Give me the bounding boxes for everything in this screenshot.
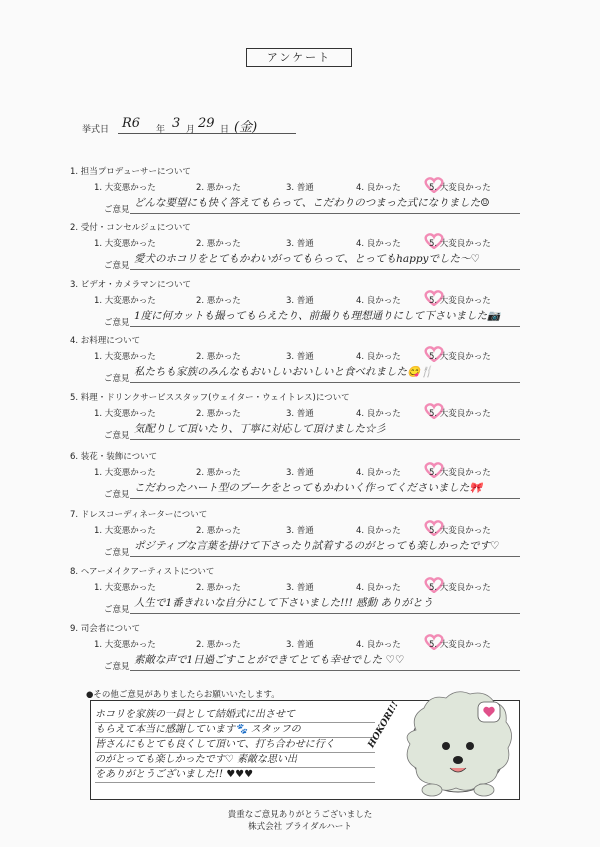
- comment-field[interactable]: [104, 480, 524, 498]
- rating-option-label: 3. 普通: [286, 183, 314, 193]
- comment-label: ご意見: [104, 605, 130, 615]
- comment-field[interactable]: [104, 364, 524, 382]
- other-comment-rule: [95, 782, 375, 783]
- rating-option-4[interactable]: [356, 524, 401, 536]
- rating-option-label: 4. 良かった: [356, 352, 401, 362]
- rating-option-label: 4. 良かった: [356, 296, 401, 306]
- rating-option-1[interactable]: [94, 294, 156, 306]
- rating-option-4[interactable]: [356, 294, 401, 306]
- rating-option-label: 2. 悪かった: [196, 468, 241, 478]
- rating-option-label: 1. 大変悪かった: [94, 640, 156, 650]
- date-month-label: 月: [186, 125, 196, 135]
- rating-option-5[interactable]: [429, 181, 491, 193]
- survey-section-4: [70, 334, 520, 394]
- rating-option-1[interactable]: [94, 581, 156, 593]
- survey-section-8: [70, 565, 520, 625]
- rating-options: [94, 181, 514, 195]
- rating-option-1[interactable]: [94, 638, 156, 650]
- date-day-value: 29: [198, 116, 215, 131]
- other-comment-line: 皆さんにもとても良くして頂いて、打ち合わせに行く: [95, 739, 335, 750]
- comment-underline: [130, 326, 520, 327]
- rating-option-label: 3. 普通: [286, 468, 314, 478]
- rating-option-3[interactable]: [286, 237, 314, 249]
- section-title: 3. ビデオ・カメラマンについて: [70, 280, 191, 290]
- rating-option-4[interactable]: [356, 237, 401, 249]
- rating-option-label: 1. 大変悪かった: [94, 409, 156, 419]
- other-comment-line: のがとっても楽しかったです♡ 素敵な思い出: [95, 754, 297, 765]
- comment-underline: [130, 556, 520, 557]
- rating-option-label: 4. 良かった: [356, 583, 401, 593]
- rating-option-5[interactable]: [429, 524, 491, 536]
- rating-option-label: 2. 悪かった: [196, 183, 241, 193]
- rating-options: [94, 524, 514, 538]
- rating-option-4[interactable]: [356, 466, 401, 478]
- comment-text: 1度に何カットも撮ってもらえたり、前撮りも理想通りにして下さいました📷: [134, 310, 501, 322]
- rating-option-label: 5. 大変良かった: [429, 296, 491, 306]
- date-year-label: 年: [156, 125, 166, 135]
- dog-name-drawing-text: HOKORI!!: [366, 700, 401, 750]
- rating-option-4[interactable]: [356, 350, 401, 362]
- rating-option-1[interactable]: [94, 237, 156, 249]
- rating-option-2[interactable]: [196, 407, 241, 419]
- survey-section-5: [70, 391, 520, 451]
- other-comments-title: ●その他ご意見がありましたらお願いいたします。: [86, 690, 280, 700]
- section-title: 1. 担当プロデューサーについて: [70, 167, 191, 177]
- rating-option-5[interactable]: [429, 294, 491, 306]
- rating-option-label: 5. 大変良かった: [429, 239, 491, 249]
- rating-option-2[interactable]: [196, 181, 241, 193]
- comment-text: 私たちも家族のみんなもおいしいおいしいと食べれました😋🍴: [134, 366, 434, 378]
- rating-option-label: 5. 大変良かった: [429, 468, 491, 478]
- rating-option-label: 5. 大変良かった: [429, 640, 491, 650]
- rating-options: [94, 581, 514, 595]
- other-comments-text: [95, 707, 375, 782]
- comment-label: ご意見: [104, 374, 130, 384]
- rating-options: [94, 350, 514, 364]
- rating-option-1[interactable]: [94, 350, 156, 362]
- survey-section-7: [70, 508, 520, 568]
- rating-option-4[interactable]: [356, 181, 401, 193]
- rating-option-label: 5. 大変良かった: [429, 526, 491, 536]
- rating-option-label: 3. 普通: [286, 583, 314, 593]
- section-title: 6. 装花・装飾について: [70, 452, 158, 462]
- rating-option-label: 2. 悪かった: [196, 526, 241, 536]
- section-title: 5. 料理・ドリンクサービススタッフ(ウェイター・ウェイトレス)について: [70, 393, 350, 403]
- rating-option-1[interactable]: [94, 524, 156, 536]
- dog-drawing-icon: [388, 690, 518, 802]
- rating-option-label: 4. 良かった: [356, 239, 401, 249]
- rating-option-3[interactable]: [286, 466, 314, 478]
- rating-option-label: 3. 普通: [286, 409, 314, 419]
- rating-option-2[interactable]: [196, 350, 241, 362]
- rating-option-label: 4. 良かった: [356, 468, 401, 478]
- comment-label: ご意見: [104, 261, 130, 271]
- rating-option-label: 2. 悪かった: [196, 296, 241, 306]
- rating-option-label: 2. 悪かった: [196, 583, 241, 593]
- rating-option-label: 3. 普通: [286, 296, 314, 306]
- rating-option-label: 5. 大変良かった: [429, 409, 491, 419]
- rating-option-label: 2. 悪かった: [196, 640, 241, 650]
- other-comment-rule: [95, 722, 375, 723]
- rating-option-4[interactable]: [356, 581, 401, 593]
- rating-option-label: 3. 普通: [286, 239, 314, 249]
- date-underline: [118, 133, 296, 134]
- date-year-value: R6: [122, 116, 141, 131]
- rating-option-label: 1. 大変悪かった: [94, 183, 156, 193]
- rating-option-5[interactable]: [429, 466, 491, 478]
- rating-option-2[interactable]: [196, 524, 241, 536]
- other-comment-line: をありがとうございました!! ♥♥♥: [95, 769, 254, 780]
- comment-text: 人生で1番きれいな自分にして下さいました!!! 感動 ありがとう: [134, 597, 434, 609]
- rating-options: [94, 466, 514, 480]
- rating-option-2[interactable]: [196, 638, 241, 650]
- rating-option-4[interactable]: [356, 638, 401, 650]
- rating-option-1[interactable]: [94, 181, 156, 193]
- rating-option-3[interactable]: [286, 524, 314, 536]
- rating-option-label: 4. 良かった: [356, 526, 401, 536]
- section-title: 2. 受付・コンセルジュについて: [70, 223, 191, 233]
- rating-option-5[interactable]: [429, 350, 491, 362]
- comment-underline: [130, 269, 520, 270]
- comment-field[interactable]: [104, 421, 524, 439]
- section-title: 8. ヘアーメイクアーティストについて: [70, 567, 215, 577]
- rating-option-label: 4. 良かった: [356, 183, 401, 193]
- comment-label: ご意見: [104, 548, 130, 558]
- comment-field[interactable]: [104, 652, 524, 670]
- comment-label: ご意見: [104, 662, 130, 672]
- footer-company: 株式会社 ブライダルハート: [248, 822, 352, 832]
- comment-field[interactable]: [104, 251, 524, 269]
- rating-option-label: 1. 大変悪かった: [94, 352, 156, 362]
- comment-label: ご意見: [104, 318, 130, 328]
- section-title: 7. ドレスコーディネーターについて: [70, 510, 208, 520]
- comment-label: ご意見: [104, 431, 130, 441]
- comment-field[interactable]: [104, 308, 524, 326]
- comment-text: ポジティブな言葉を掛けて下さったり試着するのがとっても楽しかったです♡: [134, 540, 500, 552]
- rating-options: [94, 407, 514, 421]
- rating-option-label: 1. 大変悪かった: [94, 239, 156, 249]
- comment-label: ご意見: [104, 490, 130, 500]
- rating-option-2[interactable]: [196, 581, 241, 593]
- comment-field[interactable]: [104, 595, 524, 613]
- comment-field[interactable]: [104, 538, 524, 556]
- rating-option-5[interactable]: [429, 638, 491, 650]
- other-comment-rule: [95, 767, 375, 768]
- date-month-value: 3: [172, 116, 181, 131]
- survey-section-9: [70, 622, 520, 682]
- rating-option-label: 3. 普通: [286, 640, 314, 650]
- rating-options: [94, 237, 514, 251]
- rating-options: [94, 294, 514, 308]
- rating-option-label: 4. 良かった: [356, 409, 401, 419]
- rating-option-label: 3. 普通: [286, 352, 314, 362]
- comment-text: こだわったハート型のブーケをとってもかわいく作ってくださいました🎀: [134, 482, 483, 494]
- other-comment-rule: [95, 737, 375, 738]
- rating-option-label: 5. 大変良かった: [429, 183, 491, 193]
- rating-option-2[interactable]: [196, 466, 241, 478]
- date-label: 挙式日: [82, 125, 110, 135]
- rating-option-label: 1. 大変悪かった: [94, 296, 156, 306]
- other-comment-rule: [95, 752, 375, 753]
- rating-option-label: 5. 大変良かった: [429, 583, 491, 593]
- section-title: 4. お料理について: [70, 336, 141, 346]
- survey-section-3: [70, 278, 520, 338]
- comment-field[interactable]: [104, 195, 524, 213]
- rating-option-5[interactable]: [429, 581, 491, 593]
- survey-section-6: [70, 450, 520, 510]
- rating-option-1[interactable]: [94, 407, 156, 419]
- date-weekday-value: (金): [234, 120, 258, 135]
- rating-option-3[interactable]: [286, 638, 314, 650]
- comment-underline: [130, 213, 520, 214]
- rating-option-2[interactable]: [196, 237, 241, 249]
- rating-option-5[interactable]: [429, 407, 491, 419]
- other-comment-line: もらえて本当に感謝しています🐾 スタッフの: [95, 724, 301, 735]
- rating-option-3[interactable]: [286, 181, 314, 193]
- page-title: アンケート: [246, 48, 352, 67]
- comment-text: 愛犬のホコリをとてもかわいがってもらって、とってもhappyでした〜♡: [134, 253, 480, 265]
- comment-underline: [130, 498, 520, 499]
- survey-section-1: [70, 165, 520, 225]
- rating-option-label: 2. 悪かった: [196, 352, 241, 362]
- other-comment-line: ホコリを家族の一員として結婚式に出させて: [95, 709, 295, 720]
- rating-option-label: 2. 悪かった: [196, 409, 241, 419]
- comment-text: どんな要望にも快く答えてもらって、こだわりのつまった式になりました☺: [134, 197, 490, 209]
- survey-section-2: [70, 221, 520, 281]
- comment-underline: [130, 670, 520, 671]
- rating-option-3[interactable]: [286, 350, 314, 362]
- rating-option-4[interactable]: [356, 407, 401, 419]
- rating-option-5[interactable]: [429, 237, 491, 249]
- comment-label: ご意見: [104, 205, 130, 215]
- rating-option-label: 5. 大変良かった: [429, 352, 491, 362]
- section-title: 9. 司会者について: [70, 624, 141, 634]
- comment-underline: [130, 439, 520, 440]
- comment-underline: [130, 382, 520, 383]
- rating-options: [94, 638, 514, 652]
- footer-thanks: 貴重なご意見ありがとうございました: [227, 810, 373, 820]
- rating-option-label: 3. 普通: [286, 526, 314, 536]
- rating-option-label: 4. 良かった: [356, 640, 401, 650]
- rating-option-3[interactable]: [286, 407, 314, 419]
- rating-option-label: 1. 大変悪かった: [94, 583, 156, 593]
- rating-option-label: 1. 大変悪かった: [94, 526, 156, 536]
- comment-text: 素敵な声で1日過ごすことができてとても幸せでした ♡♡: [134, 654, 405, 666]
- date-day-label: 日: [220, 125, 230, 135]
- rating-option-3[interactable]: [286, 581, 314, 593]
- rating-option-1[interactable]: [94, 466, 156, 478]
- rating-option-label: 2. 悪かった: [196, 239, 241, 249]
- rating-option-2[interactable]: [196, 294, 241, 306]
- rating-option-3[interactable]: [286, 294, 314, 306]
- comment-underline: [130, 613, 520, 614]
- rating-option-label: 1. 大変悪かった: [94, 468, 156, 478]
- comment-text: 気配りして頂いたり、丁寧に対応して頂けました☆彡: [134, 423, 386, 435]
